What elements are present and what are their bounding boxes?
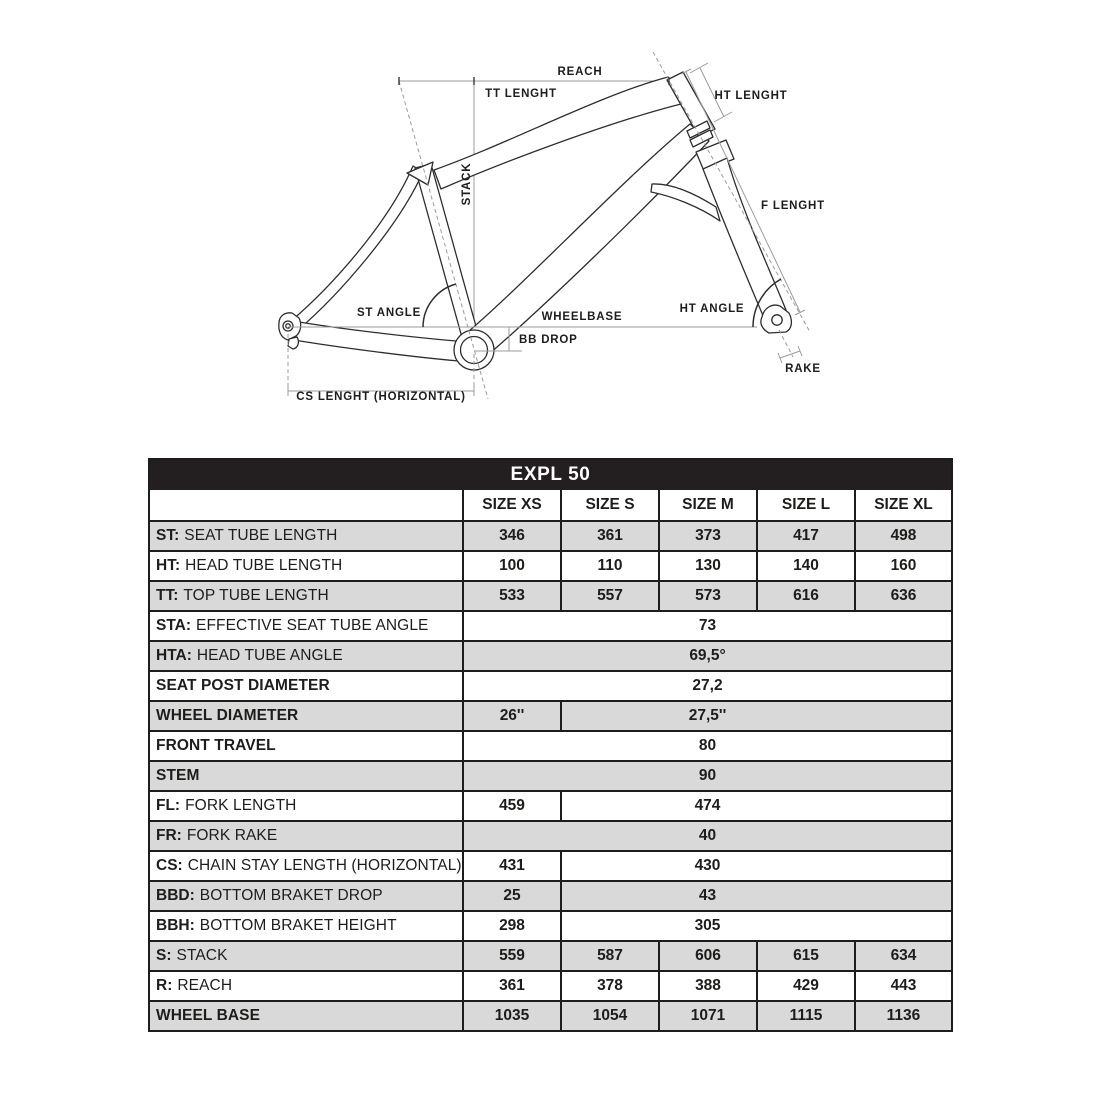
spec-value-cell: 443 <box>854 972 951 1000</box>
spec-label-cell <box>150 1002 462 1030</box>
spec-value-cell: 90 <box>462 762 951 790</box>
spec-label: EFFECTIVE SEAT TUBE ANGLE <box>196 617 429 634</box>
spec-label-cell <box>150 612 462 640</box>
spec-value-cell: 361 <box>560 522 658 550</box>
label-cs-length: CS LENGHT (HORIZONTAL) <box>296 391 466 403</box>
size-header-s: SIZE S <box>560 490 658 520</box>
spec-label-cell <box>150 702 462 730</box>
spec-value-cell: 1035 <box>462 1002 560 1030</box>
spec-value-cell: 378 <box>560 972 658 1000</box>
spec-row <box>150 910 951 940</box>
spec-value-cell: 346 <box>462 522 560 550</box>
spec-value-cell: 26'' <box>462 702 560 730</box>
spec-row <box>150 820 951 850</box>
spec-prefix: FL: <box>156 797 181 814</box>
spec-value-cell: 69,5° <box>462 642 951 670</box>
spec-label-cell <box>150 942 462 970</box>
spec-value-cell: 606 <box>658 942 756 970</box>
spec-label: TOP TUBE LENGTH <box>183 587 329 604</box>
spec-prefix: STA: <box>156 617 192 634</box>
spec-label: REACH <box>177 977 233 994</box>
spec-prefix: HT: <box>156 557 181 574</box>
spec-value-cell: 73 <box>462 612 951 640</box>
spec-value-cell: 27,2 <box>462 672 951 700</box>
spec-label: WHEEL BASE <box>156 1007 261 1024</box>
size-header-m: SIZE M <box>658 490 756 520</box>
spec-value-cell: 305 <box>560 912 951 940</box>
spec-rows <box>150 520 951 1030</box>
spec-label: BOTTOM BRAKET HEIGHT <box>199 917 397 934</box>
spec-label: STACK <box>176 947 228 964</box>
spec-row <box>150 580 951 610</box>
bike-geometry-diagram <box>0 0 1100 450</box>
spec-value-cell: 559 <box>462 942 560 970</box>
size-header-xl: SIZE XL <box>854 490 951 520</box>
spec-value-cell: 459 <box>462 792 560 820</box>
spec-label: SEAT POST DIAMETER <box>156 677 330 694</box>
label-wheelbase: WHEELBASE <box>541 311 623 323</box>
spec-row <box>150 940 951 970</box>
spec-value-cell: 40 <box>462 822 951 850</box>
spec-value-cell: 557 <box>560 582 658 610</box>
rear-axle-hole-inner <box>286 324 290 328</box>
spec-value-cell: 140 <box>756 552 854 580</box>
spec-value-cell: 474 <box>560 792 951 820</box>
spec-label-cell <box>150 522 462 550</box>
size-header-xs: SIZE XS <box>462 490 560 520</box>
spec-value-cell: 430 <box>560 852 951 880</box>
spec-row <box>150 850 951 880</box>
label-bb-drop: BB DROP <box>519 334 578 346</box>
spec-row <box>150 700 951 730</box>
table-title: EXPL 50 <box>150 460 951 490</box>
spec-value-cell: 533 <box>462 582 560 610</box>
spec-row <box>150 670 951 700</box>
spec-label-cell <box>150 792 462 820</box>
label-ht-length: HT LENGHT <box>714 90 788 102</box>
spec-prefix: BBD: <box>156 887 195 904</box>
derailleur-hanger <box>288 337 298 349</box>
size-header-l: SIZE L <box>756 490 854 520</box>
spec-label-cell <box>150 972 462 1000</box>
spec-prefix: HTA: <box>156 647 192 664</box>
rake-extension <box>779 330 793 357</box>
spec-label: SEAT TUBE LENGTH <box>184 527 338 544</box>
spec-label-cell <box>150 672 462 700</box>
spec-value-cell: 1054 <box>560 1002 658 1030</box>
spec-row <box>150 1000 951 1030</box>
spec-value-cell: 373 <box>658 522 756 550</box>
spec-prefix: TT: <box>156 587 179 604</box>
seat-stay-shape <box>291 166 423 330</box>
spec-row <box>150 730 951 760</box>
spec-value-cell: 417 <box>756 522 854 550</box>
spec-value-cell: 25 <box>462 882 560 910</box>
spec-value-cell: 160 <box>854 552 951 580</box>
spec-label: BOTTOM BRAKET DROP <box>199 887 383 904</box>
spec-value-cell: 615 <box>756 942 854 970</box>
spec-prefix: R: <box>156 977 173 994</box>
frame-geometry-svg <box>0 0 1100 450</box>
bb-shell-inner <box>461 337 488 364</box>
spec-value-cell: 636 <box>854 582 951 610</box>
spec-row <box>150 880 951 910</box>
f-length-line <box>686 72 800 312</box>
spec-row <box>150 640 951 670</box>
spec-prefix: FR: <box>156 827 182 844</box>
spec-label: CHAIN STAY LENGTH (HORIZONTAL) <box>187 857 462 874</box>
label-tt-length: TT LENGHT <box>485 88 557 100</box>
spec-prefix: BBH: <box>156 917 195 934</box>
spec-row <box>150 760 951 790</box>
spec-row <box>150 520 951 550</box>
label-stack: STACK <box>461 162 473 206</box>
label-reach: REACH <box>557 66 603 78</box>
spec-value-cell: 573 <box>658 582 756 610</box>
spec-label-cell <box>150 642 462 670</box>
spec-label-cell <box>150 762 462 790</box>
spec-row <box>150 970 951 1000</box>
spec-value-cell: 110 <box>560 552 658 580</box>
spec-value-cell: 498 <box>854 522 951 550</box>
spec-value-cell: 431 <box>462 852 560 880</box>
spec-label: FRONT TRAVEL <box>156 737 276 754</box>
frame-drawing <box>279 72 792 370</box>
spec-value-cell: 130 <box>658 552 756 580</box>
spec-label: WHEEL DIAMETER <box>156 707 299 724</box>
label-f-length: F LENGHT <box>761 200 825 212</box>
spec-row <box>150 610 951 640</box>
spec-value-cell: 100 <box>462 552 560 580</box>
spec-value-cell: 1115 <box>756 1002 854 1030</box>
spec-label: FORK RAKE <box>186 827 278 844</box>
spec-label-cell <box>150 582 462 610</box>
geometry-table <box>148 458 953 1032</box>
fork-brake-mount <box>651 184 720 221</box>
spec-label-cell <box>150 732 462 760</box>
spec-label: HEAD TUBE ANGLE <box>196 647 343 664</box>
spec-label-cell <box>150 882 462 910</box>
spec-prefix: ST: <box>156 527 180 544</box>
spec-label-cell <box>150 822 462 850</box>
spec-value-cell: 429 <box>756 972 854 1000</box>
spec-value-cell: 361 <box>462 972 560 1000</box>
spec-value-cell: 388 <box>658 972 756 1000</box>
spec-label: HEAD TUBE LENGTH <box>185 557 343 574</box>
spec-row <box>150 790 951 820</box>
spec-label-cell <box>150 912 462 940</box>
size-header-empty-cell <box>150 490 462 520</box>
spec-value-cell: 298 <box>462 912 560 940</box>
spec-label: STEM <box>156 767 200 784</box>
spec-row <box>150 550 951 580</box>
label-st-angle: ST ANGLE <box>356 307 422 319</box>
spec-value-cell: 27,5'' <box>560 702 951 730</box>
spec-value-cell: 634 <box>854 942 951 970</box>
spec-value-cell: 587 <box>560 942 658 970</box>
spec-prefix: S: <box>156 947 172 964</box>
spec-value-cell: 616 <box>756 582 854 610</box>
front-axle-hole <box>772 315 782 325</box>
spec-value-cell: 43 <box>560 882 951 910</box>
spec-label: FORK LENGTH <box>185 797 297 814</box>
spec-value-cell: 1136 <box>854 1002 951 1030</box>
spec-value-cell: 1071 <box>658 1002 756 1030</box>
spec-value-cell: 80 <box>462 732 951 760</box>
label-rake: RAKE <box>785 363 821 375</box>
size-header-row <box>150 490 951 520</box>
spec-label-cell <box>150 852 462 880</box>
fork-blade-shape <box>703 158 786 318</box>
label-ht-angle: HT ANGLE <box>679 303 745 315</box>
spec-prefix: CS: <box>156 857 183 874</box>
spec-label-cell <box>150 552 462 580</box>
